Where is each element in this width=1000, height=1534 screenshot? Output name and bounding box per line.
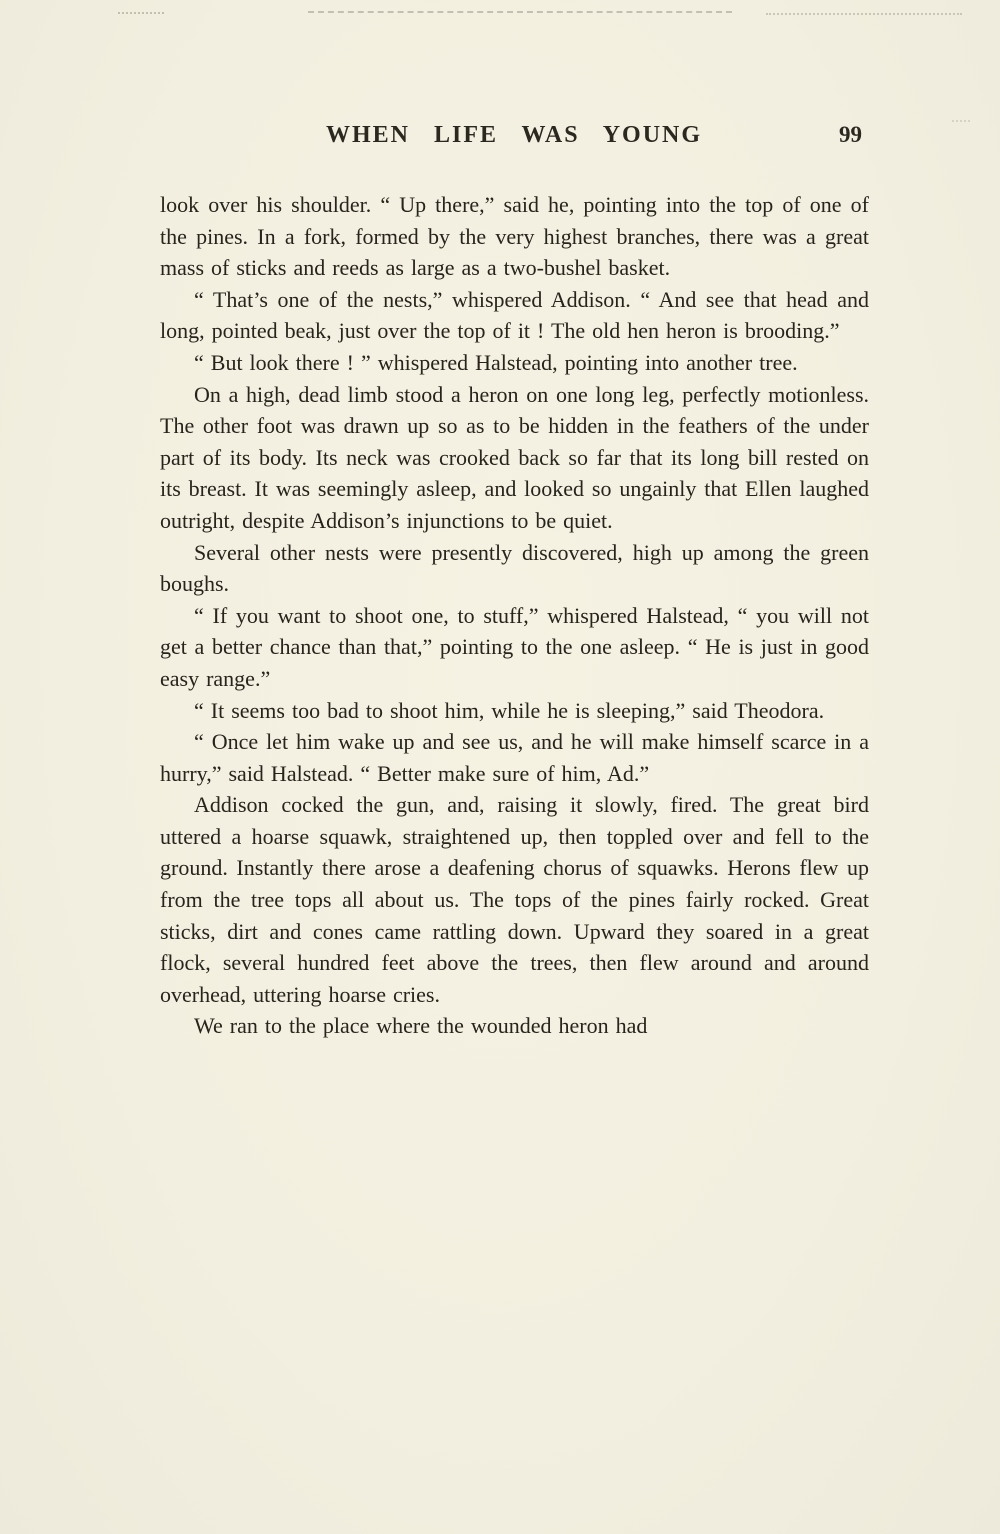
paragraph: Several other nests were presently discovered, high up among the green boughs. bbox=[160, 539, 869, 597]
scan-artifact bbox=[952, 120, 970, 122]
body-text bbox=[160, 189, 869, 1042]
paragraph: “ If you want to shoot one, to stuff,” whispered Halstead, “ you will not get a better chance than that,” pointing to the one asleep. “ He is just in good easy range.” bbox=[160, 602, 869, 691]
running-title: WHEN LIFE WAS YOUNG bbox=[325, 122, 703, 148]
paragraph: On a high, dead limb stood a heron on one long leg, perfectly motionless. The other foot was drawn up so as to be hidden in the feathers of the under part of its body. Its neck was crooked back so far that its long bill rested on its breast. It was seemingly asleep, and looked so ungainly that Ellen laughed outright, despite Addison’s injunctions to be quiet. bbox=[160, 381, 869, 533]
scan-artifact bbox=[766, 13, 962, 15]
paragraph: look over his shoulder. “ Up there,” said he, pointing into the top of one of the pines. In a fork, formed by the very highest branches, there was a great mass of sticks and reeds as large as a two-bushel basket. bbox=[160, 192, 869, 281]
paragraph: We ran to the place where the wounded heron had bbox=[194, 1013, 648, 1039]
paragraph: Addison cocked the gun, and, raising it slowly, fired. The great bird uttered a hoarse squawk, straightened up, then toppled over and fell to the ground. Instantly there arose a deafening chorus of squawks. Herons flew up from the tree tops all about us. The tops of the pines fairly rocked. Great sticks, dirt and cones came rattling down. Upward they soared in a great flock, several hundred feet above the trees, then flew around and around overhead, uttering hoarse cries. bbox=[160, 792, 869, 1007]
paragraph: “ Once let him wake up and see us, and he will make himself scarce in a hurry,” said Halstead. “ Better make sure of him, Ad.” bbox=[160, 729, 869, 786]
paragraph: “ But look there ! ” whispered Halstead, pointing into another tree. bbox=[194, 349, 798, 375]
paragraph: “ It seems too bad to shoot him, while he is sleeping,” said Theodora. bbox=[194, 697, 825, 723]
page-header bbox=[160, 122, 868, 156]
scan-artifact bbox=[118, 12, 164, 14]
page-number: 99 bbox=[839, 122, 862, 147]
paragraph: “ That’s one of the nests,” whispered Addison. “ And see that head and long, pointed beak, just over the top of it ! The old hen heron is brooding.” bbox=[160, 286, 869, 344]
scan-artifact bbox=[308, 11, 732, 13]
